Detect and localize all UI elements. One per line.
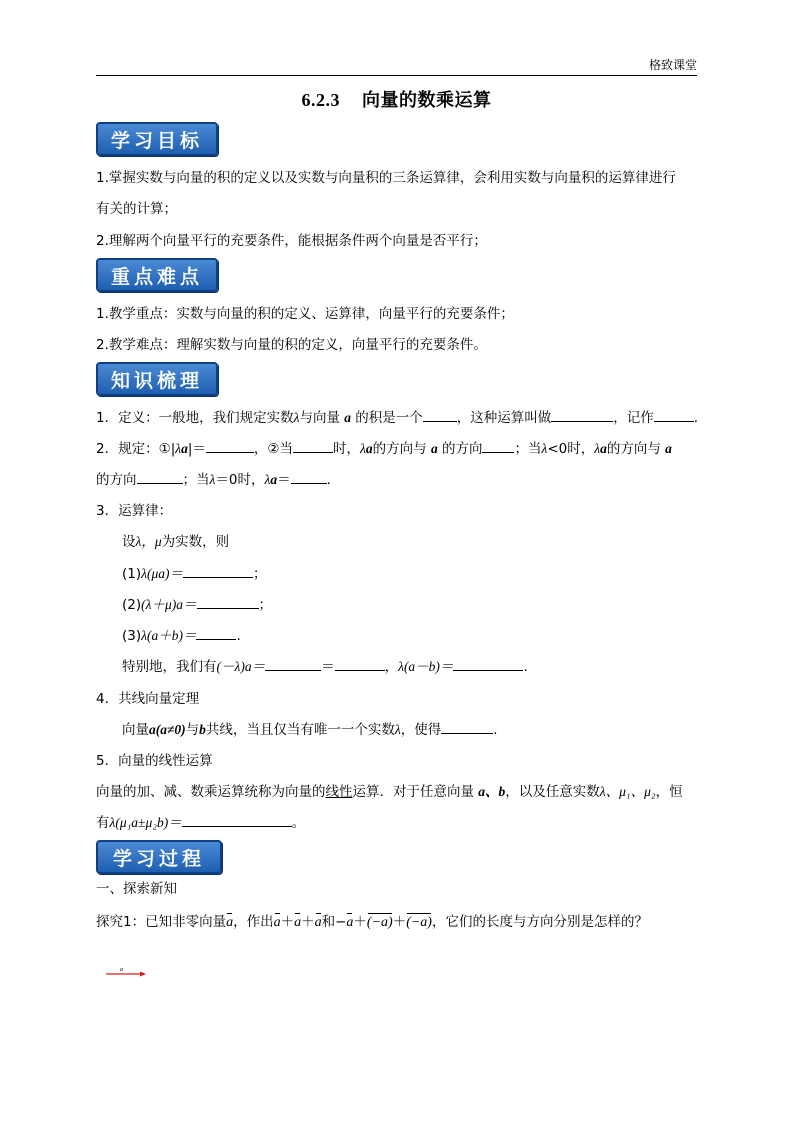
text: 和 [321,914,336,930]
answer-blank[interactable] [291,470,327,484]
text: ，②当 [253,441,294,457]
answer-blank[interactable] [196,626,236,640]
text: |＝ [187,441,206,457]
answer-blank[interactable] [453,657,523,671]
symbol-lambda: λ [541,441,548,456]
underlined-term: 线性 [325,784,353,800]
symbol-vector-a: a [665,441,672,456]
symbol-vector-a: a [344,410,351,425]
section-badge-knowledge: 知识梳理 [96,362,218,396]
text: (2) [122,597,142,613]
text: 共线，当且仅当有唯一一个实数 [205,722,395,738]
knowledge-item-2-line-2 [96,468,697,488]
text: ； [253,566,267,582]
law-3 [122,624,697,644]
text: (1) [122,566,142,582]
law-2 [122,593,697,613]
knowledge-item-3-title: 3．运算律： [96,503,173,519]
text: ， [384,659,399,675]
text: ，作出 [233,914,274,930]
knowledge-item-4-title: 4．共线向量定理 [96,691,200,707]
plus: ＋ [353,914,367,930]
header-rule [96,75,697,76]
text: ，以及任意实数 [505,784,600,800]
plus: ＋ [280,914,295,930]
text: ，恒 [655,784,683,800]
text: 设 [122,534,136,550]
goal-1-line-2: 有关的计算； [96,201,177,217]
symbol-lambda: λ [394,722,401,737]
text: ，它们的长度与方向分别是怎样的？ [431,914,648,930]
vector-a-label: a [120,967,123,973]
answer-blank[interactable] [551,408,613,422]
symbol-lambda-mu: λ，μ [135,534,162,549]
text: ；当 [514,441,542,457]
linear-operation-line-2 [96,811,697,831]
formula: λ(a－b)＝ [398,659,454,674]
symbol-vector-a: a [270,472,278,487]
goal-2: 2.理解两个向量平行的充要条件，能根据条件两个向量是否平行； [96,233,487,249]
symbol-lambda: λ [293,410,300,425]
symbol-vector-a: a [181,441,188,456]
text: . [326,472,331,488]
vector-a: a [315,911,322,931]
key-point-1: 1.教学重点：实数与向量的积的定义、运算律，向量平行的充要条件； [96,306,514,322]
explore-1 [96,910,697,931]
symbol-vector-a: a [430,441,438,456]
text: 的方向 [96,472,137,488]
answer-blank[interactable] [335,657,385,671]
header-brand: 格致课堂 [648,58,697,72]
linear-operation-line-1 [96,780,697,800]
symbol-scalars: λ、μ₁、μ₂ [599,784,656,799]
answer-blank[interactable] [137,470,183,484]
text: ，记作 [613,410,654,426]
answer-blank[interactable] [423,408,457,422]
special-case [122,655,697,675]
answer-blank[interactable] [293,439,333,453]
vector-a: a [346,911,353,931]
text: 2．规定：①| [96,441,176,457]
key-point-2: 2.教学难点：理解实数与向量的积的定义，向量平行的充要条件。 [96,337,487,353]
symbol-lambda: λ [360,441,366,456]
vector-neg-a: (−a) [367,911,393,931]
text: 的方向与 [606,441,661,457]
text: ；当 [182,472,210,488]
symbol-vectors: a、b [478,784,506,799]
formula: λ(μ₁a±μ₂b)＝ [109,815,182,830]
text: (3) [122,628,142,644]
formula: (λ＋μ)a＝ [141,597,197,612]
law-1 [122,562,697,582]
text: . [236,628,241,644]
text: 探究1：已知非零向量 [96,914,227,930]
plus: ＋ [301,914,315,930]
symbol-lambda: λ [175,441,182,456]
knowledge-item-3-intro [122,530,697,550]
symbol-lambda: λ [264,472,271,487]
page-title [0,86,793,112]
formula: λ(a＋b)＝ [141,628,197,643]
plus: ＋ [392,914,407,930]
formula: (－λ)a＝ [216,659,266,674]
section-badge-key-points: 重点难点 [96,258,218,292]
answer-blank[interactable] [206,439,254,453]
text: ，使得 [400,722,442,738]
text: 特别地，我们有 [122,659,217,675]
text: 时， [333,441,361,457]
text: ； [258,597,272,613]
knowledge-item-5-title: 5．向量的线性运算 [96,753,213,769]
text: . [693,410,699,426]
process-heading: 一、探索新知 [96,881,177,897]
text: ＝ [277,472,291,488]
text: 的积是一个 [355,410,423,426]
vector-a: a [226,911,233,931]
text: 向量 [122,722,149,738]
title-text: 向量的数乘运算 [362,90,492,111]
text: . [523,659,528,675]
text: ，这种运算叫做 [456,410,552,426]
symbol-vector-b: b [199,722,206,737]
text: 有 [96,815,110,831]
text: 向量的加、减、数乘运算统称为向量的 [96,784,326,800]
symbol-lambda: λ [209,472,216,487]
section-badge-goals: 学习目标 [96,122,218,156]
text: 与 [185,722,200,738]
text: 的方向与 [372,441,427,457]
vector-a: a [294,911,301,931]
text: 运算．对于任意向量 [352,784,474,800]
knowledge-item-1 [96,406,697,426]
text: 。 [291,815,306,831]
vector-a: a [274,911,281,931]
text: 与向量 [299,410,340,426]
vector-a-figure [104,966,148,978]
knowledge-item-2-line-1 [96,437,697,457]
answer-blank[interactable] [182,813,292,827]
goal-1-line-1: 1.掌握实数与向量的积的定义以及实数与向量积的三条运算律，会利用实数与向量积的运算律进行 [96,170,676,186]
answer-blank[interactable] [197,595,259,609]
text: 为实数，则 [161,534,230,550]
vector-neg-a: (−a) [406,911,432,931]
answer-blank[interactable] [183,564,253,578]
minus: − [335,914,347,930]
symbol-vector-a: a [365,441,373,456]
title-number: 6.2.3 [301,90,340,110]
answer-blank[interactable] [654,408,694,422]
vector-a-arrowhead [140,972,146,977]
formula: λ(μa)＝ [141,566,183,581]
text: 的方向 [441,441,483,457]
text: ＝ [321,659,335,675]
text: <0时， [547,441,595,457]
answer-blank[interactable] [482,439,514,453]
answer-blank[interactable] [441,720,493,734]
symbol-vector-a: a [600,441,607,456]
answer-blank[interactable] [265,657,321,671]
text: . [493,722,498,738]
formula: a(a≠0) [149,722,186,737]
collinear-theorem [122,718,697,738]
section-badge-process: 学习过程 [96,840,222,874]
symbol-lambda: λ [594,441,601,456]
text: 1．定义：一般地，我们规定实数 [96,410,294,426]
text: ＝0时， [215,472,265,488]
